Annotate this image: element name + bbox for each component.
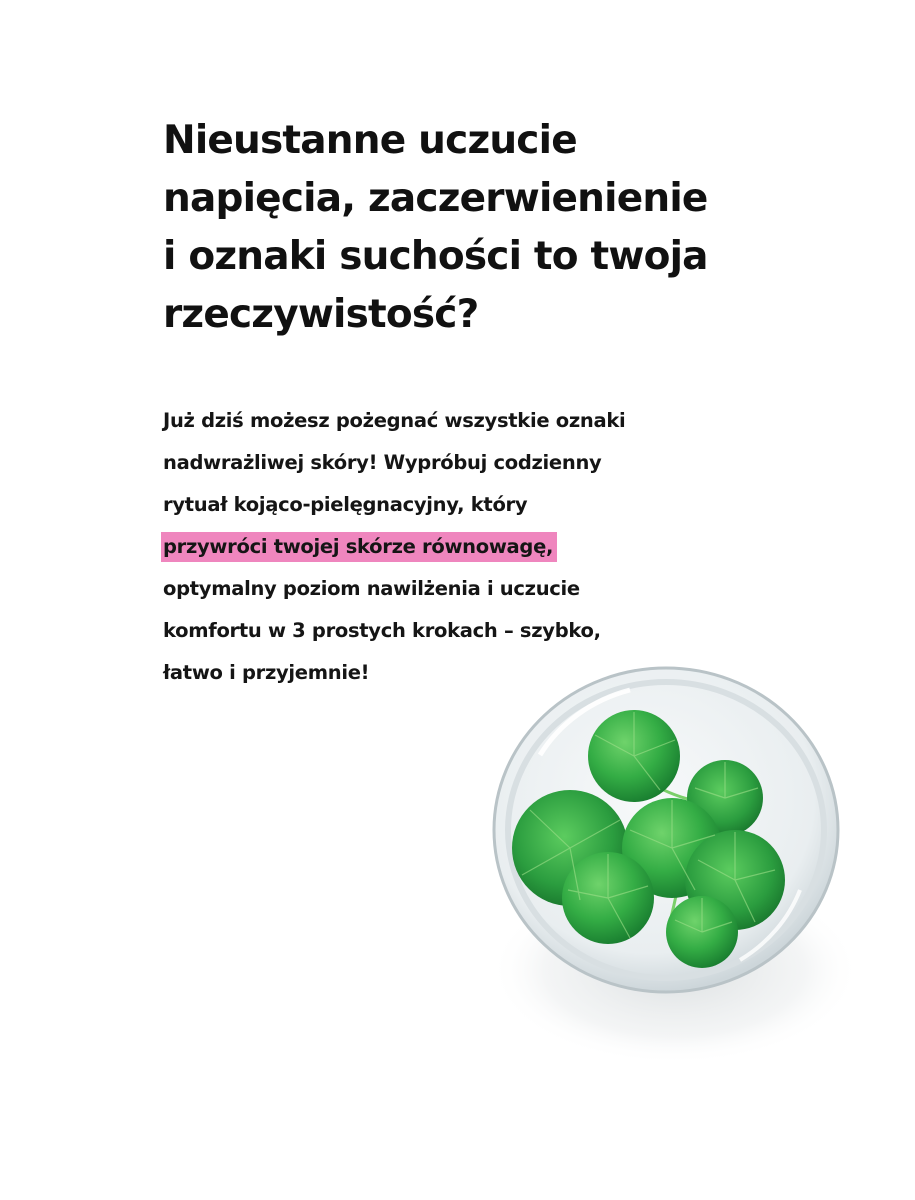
body-line-5: optymalny poziom nawilżenia i uczucie bbox=[163, 577, 580, 600]
headline-line-4: rzeczywistość? bbox=[163, 292, 479, 337]
body-line-1: Już dziś możesz pożegnać wszystkie oznaki bbox=[163, 409, 626, 432]
body-line-6: komfortu w 3 prostych krokach – szybko, bbox=[163, 619, 601, 642]
petri-dish-leaves-image bbox=[470, 660, 870, 1080]
body-line-2: nadwrażliwej skóry! Wypróbuj codzienny bbox=[163, 451, 602, 474]
headline-line-1: Nieustanne uczucie bbox=[163, 118, 577, 163]
body-paragraph bbox=[163, 400, 723, 694]
headline-line-2: napięcia, zaczerwienienie bbox=[163, 176, 708, 221]
headline bbox=[163, 112, 843, 344]
body-line-4-wrapper bbox=[163, 526, 723, 568]
body-line-7: łatwo i przyjemnie! bbox=[163, 661, 370, 684]
body-line-3: rytuał kojąco-pielęgnacyjny, który bbox=[163, 493, 528, 516]
highlighted-phrase: przywróci twojej skórze równowagę, bbox=[161, 532, 557, 562]
headline-line-3: i oznaki suchości to twoja bbox=[163, 234, 708, 279]
